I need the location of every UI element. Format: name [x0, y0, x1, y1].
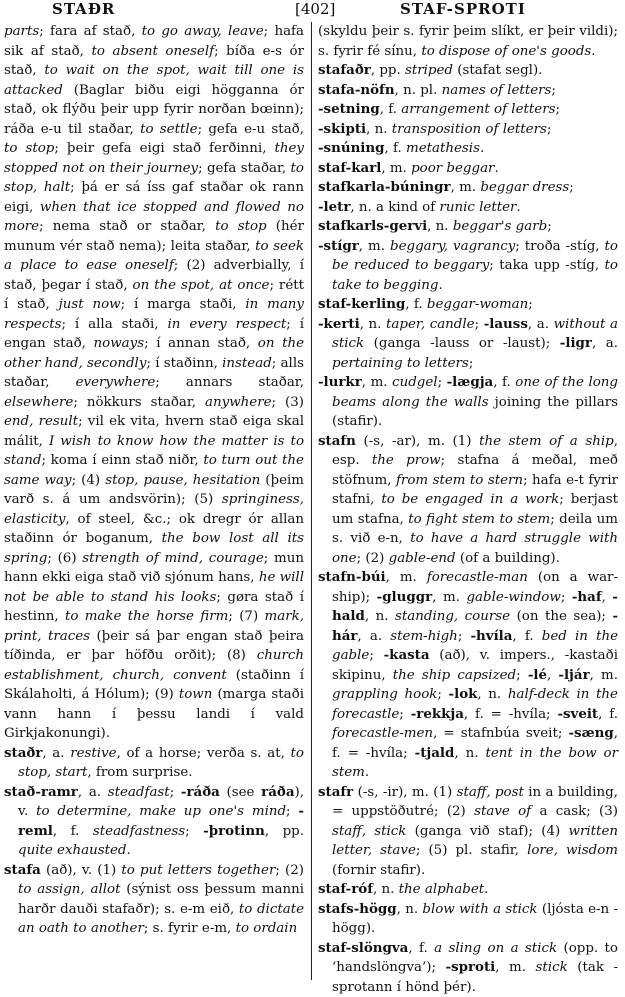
entry-text: ; (2) adverbially, í stað, þegar í stað,: [4, 258, 304, 293]
definition-text: mark, print, traces: [4, 609, 304, 644]
entry-text: (on a war-ship);: [332, 570, 618, 605]
entry-text: ; (4): [72, 473, 106, 488]
entry-text: (marga staði vann hann í þessu landi í vald Girkjakonungi).: [4, 687, 304, 741]
header-left-guideword: STAÐR: [52, 0, 115, 18]
entry-text: ;: [475, 317, 484, 332]
headword: stafkarls-gervi: [318, 218, 427, 234]
entry-text: , f.: [408, 941, 434, 956]
entry-text: , f.: [380, 102, 402, 117]
entry-text: ;: [286, 804, 298, 819]
definition-text: transposition of letters: [392, 122, 547, 137]
entry-text: , f. = -hvíla;: [332, 726, 618, 761]
entry-text: , f.: [598, 707, 618, 722]
headword: -hár: [332, 608, 618, 644]
entry-text: ;: [185, 824, 203, 839]
headword: -tjald: [415, 745, 455, 761]
definition-text: to stop, start: [18, 746, 304, 781]
entry-text: (ganga við staf); (4): [406, 824, 568, 839]
definition-text: to ordain: [236, 921, 298, 936]
definition-text: gable-end: [389, 551, 456, 566]
entry-text: ;: [528, 297, 533, 312]
definition-text: to put letters together: [121, 863, 275, 878]
definition-text: to make the horse firm: [65, 609, 228, 624]
left-column: [4, 22, 304, 939]
entry-text: (stafat segl).: [453, 63, 542, 78]
entry-text: ;: [555, 102, 560, 117]
dictionary-entry: [318, 22, 618, 61]
headword: ráða: [261, 784, 294, 800]
dictionary-entry: [318, 237, 618, 296]
entry-text: , a.: [528, 317, 554, 332]
definition-text: on the other hand, secondly: [4, 336, 304, 371]
entry-text: , = stafnbúa sveit;: [433, 726, 568, 741]
definition-text: to stop, halt: [4, 161, 304, 196]
definition-text: runic letter: [439, 200, 516, 215]
entry-text: joining the pillars (stafir).: [332, 395, 618, 430]
entry-text: , f.: [53, 824, 93, 839]
definition-text: elsewhere: [4, 395, 73, 410]
entry-text: ; (2): [357, 551, 389, 566]
definition-text: blow with a stick: [422, 902, 537, 917]
definition-text: tent in the bow or stem: [332, 746, 618, 781]
entry-text: (on the sea);: [510, 609, 612, 624]
definition-text: stave of: [474, 804, 531, 819]
entry-text: ;: [547, 219, 552, 234]
entry-text: ; rétt í stað,: [4, 278, 304, 313]
headword: -snúning: [318, 140, 385, 156]
entry-text: .: [494, 161, 498, 176]
dictionary-entry: [318, 159, 618, 179]
entry-text: , from surprise.: [87, 765, 192, 780]
headword: -letr: [318, 199, 350, 215]
definition-text: the bow lost all its spring: [4, 531, 304, 566]
entry-text: , esp.: [332, 434, 618, 469]
entry-text: (tak -sprotann í hönd þér).: [332, 960, 618, 995]
entry-text: ; gefa staðar,: [198, 161, 290, 176]
entry-text: , f. = -hvíla;: [464, 707, 558, 722]
entry-text: ,: [547, 668, 558, 683]
definition-text: steadfast: [108, 785, 170, 800]
headword: -ráða: [181, 784, 220, 800]
definition-text: in many respects: [4, 297, 304, 332]
entry-text: , m.: [362, 375, 392, 390]
definition-text: grappling hook: [332, 687, 437, 702]
definition-text: to assign, allot: [18, 882, 120, 897]
headword: stafs-högg: [318, 901, 397, 917]
definition-text: the alphabet: [399, 882, 485, 897]
definition-text: to go away, leave: [142, 24, 264, 39]
definition-text: beggar-woman: [427, 297, 528, 312]
entry-text: , f.: [493, 375, 515, 390]
headword: stað-ramr: [4, 784, 78, 800]
entry-text: ; vil ek vita, hvern stað eiga skal málit,: [4, 414, 304, 449]
headword: -stígr: [318, 238, 359, 254]
entry-text: , m.: [359, 239, 390, 254]
entry-text: (að), v. (1): [41, 863, 122, 878]
entry-text: ; troða -stíg,: [515, 239, 604, 254]
entry-text: ; hafa e-t fyrir stafni,: [332, 473, 618, 508]
entry-text: (ganga -lauss or -laust);: [364, 336, 560, 351]
headword: -lægja: [447, 374, 494, 390]
entry-text: (-s, -ar), m. (1): [356, 434, 479, 449]
entry-text: (opp. to ‘handslöngva’);: [332, 941, 618, 976]
definition-text: from stem to stern: [396, 473, 523, 488]
entry-text: ;: [547, 122, 552, 137]
entry-text: ;: [170, 785, 181, 800]
entry-text: , f.: [405, 297, 427, 312]
entry-text: (staðinn í Skálaholti, á Hólum); (9): [4, 668, 304, 703]
definition-text: stop, pause, hesitation: [105, 473, 260, 488]
definition-text: just now: [59, 297, 121, 312]
definition-text: to stop: [215, 219, 267, 234]
headword: stafaðr: [318, 62, 371, 78]
headword: -rekkja: [411, 706, 464, 722]
headword: -lauss: [484, 316, 528, 332]
definition-text: to dictate an oath to another: [18, 902, 304, 937]
definition-text: quite exhausted: [18, 843, 127, 858]
entry-text: .: [438, 278, 442, 293]
definition-text: staff, stick: [332, 824, 406, 839]
headword: stafr: [318, 784, 353, 800]
entry-text: .: [127, 843, 131, 858]
definition-text: a sling on a stick: [434, 941, 557, 956]
definition-text: names of letters: [442, 83, 552, 98]
entry-text: ,: [602, 590, 613, 605]
entry-text: in a building, = uppstöðutré; (2): [332, 785, 618, 820]
entry-text: (Baglar biðu eigi högganna ór stað, ok flýðu þeir upp fyrir norðan bœinn); ráða e-u til staðar,: [4, 83, 304, 137]
definition-text: beggar dress: [480, 180, 569, 195]
dictionary-entry: [318, 939, 618, 997]
entry-text: ; gøra stað í hestinn,: [4, 590, 304, 625]
entry-text: ; í marga staði,: [121, 297, 246, 312]
page-header: [0, 0, 625, 22]
entry-text: ; (7): [228, 609, 264, 624]
definition-text: to be engaged in a work: [381, 492, 559, 507]
definition-text: to seek a place to ease oneself: [4, 239, 304, 274]
entry-text: , n.: [373, 882, 399, 897]
headword: -sæng: [568, 725, 613, 741]
headword: -sveit: [557, 706, 598, 722]
entry-text: ; nökkurs staðar,: [73, 395, 205, 410]
headword: -skipti: [318, 121, 366, 137]
entry-text: , of a horse; verða s. at,: [117, 746, 291, 761]
entry-text: , n.: [477, 687, 507, 702]
entry-text: , m.: [495, 960, 535, 975]
entry-text: ; bíða e-s ór stað,: [4, 44, 304, 79]
entry-text: ; þeir gefa eigi stað ferðinni,: [54, 141, 274, 156]
entry-text: ; í engan stað,: [4, 317, 304, 352]
definition-text: the stem of a ship: [479, 434, 614, 449]
definition-text: on the spot, at once: [133, 278, 270, 293]
definition-text: everywhere: [76, 375, 156, 390]
dictionary-entry: [318, 880, 618, 900]
headword: -lurkr: [318, 374, 362, 390]
headword: staðr: [4, 745, 42, 761]
entry-text: (að), v. impers., -kastaði skipinu,: [332, 648, 618, 683]
entry-text: , m.: [386, 570, 427, 585]
definition-text: to turn out the same way: [4, 453, 304, 488]
entry-text: , m.: [590, 668, 618, 683]
entry-text: .: [484, 882, 488, 897]
entry-text: (see: [220, 785, 261, 800]
entry-text: ; í alla staði,: [61, 317, 167, 332]
definition-text: lore, wisdom: [527, 843, 618, 858]
dictionary-entry: [318, 315, 618, 374]
definition-text: church establishment, church, convent: [4, 648, 304, 683]
definition-text: to be reduced to beggary: [332, 239, 618, 274]
headword: staf-kerling: [318, 296, 405, 312]
definition-text: beggar's garb: [453, 219, 547, 234]
definition-text: arrangement of letters: [401, 102, 555, 117]
definition-text: to absent oneself: [91, 44, 214, 59]
definition-text: in every respect: [167, 317, 286, 332]
dictionary-entry: [318, 61, 618, 81]
definition-text: bed in the gable: [332, 629, 618, 664]
entry-text: ;: [437, 687, 448, 702]
definition-text: restive: [70, 746, 116, 761]
definition-text: forecastle-man: [427, 570, 528, 585]
entry-text: ; alls staðar,: [4, 356, 304, 391]
entry-text: (skyldu þeir s. fyrir þeim slíkt, er þeir vildi); s. fyrir fé sínu,: [318, 24, 618, 59]
entry-text: , m.: [381, 161, 411, 176]
definition-text: standing, course: [395, 609, 510, 624]
definition-text: he will not be able to stand his looks: [4, 570, 304, 605]
definition-text: striped: [405, 63, 453, 78]
entry-text: a cask; (3): [531, 804, 618, 819]
entry-text: ; stafna á meðal, með stöfnum,: [332, 453, 618, 488]
entry-text: ;: [569, 180, 574, 195]
headword: -haf: [572, 589, 602, 605]
definition-text: to determine, make up one's mind: [36, 804, 286, 819]
dictionary-entry: [318, 900, 618, 939]
definition-text: to dispose of one's goods: [421, 44, 591, 59]
column-divider: [311, 22, 312, 980]
definition-text: to take to begging: [332, 258, 618, 293]
dictionary-entry: [4, 783, 304, 861]
entry-text: , n.: [454, 746, 485, 761]
entry-text: (of a building).: [456, 551, 560, 566]
entry-text: , a.: [78, 785, 108, 800]
entry-text: , a.: [592, 336, 618, 351]
dictionary-entry: [318, 139, 618, 159]
entry-text: ;: [516, 668, 528, 683]
definition-text: end, result: [4, 414, 78, 429]
entry-text: ;: [369, 648, 383, 663]
entry-text: , n.: [365, 609, 395, 624]
headword: -reml: [18, 803, 304, 839]
entry-text: ; þá er sá íss gaf staðar ok rann eigi,: [4, 180, 304, 215]
dictionary-entry: [318, 100, 618, 120]
dictionary-entry: [4, 22, 304, 744]
headword: -kerti: [318, 316, 360, 332]
right-column: [318, 22, 618, 997]
headword: -hald: [332, 589, 618, 625]
entry-text: , of steel, &c.; ok dregr ór allan staðinn ór boganum,: [4, 512, 304, 547]
page-number: [402]: [295, 0, 335, 18]
definition-text: stem-high: [390, 629, 458, 644]
entry-text: , n.: [366, 122, 392, 137]
entry-text: (hér munum vér stað nema); leita staðar,: [4, 219, 304, 254]
entry-text: , pp.: [265, 824, 304, 839]
entry-text: , m.: [432, 590, 466, 605]
dictionary-entry: [318, 81, 618, 101]
definition-text: to fight stem to stem: [408, 512, 550, 527]
definition-text: noways: [94, 336, 145, 351]
entry-text: ; gefa e-u stað,: [198, 122, 304, 137]
entry-text: ; fara af stað,: [39, 24, 141, 39]
entry-text: ; deila um s. við e-n,: [332, 512, 618, 547]
dictionary-entry: [318, 178, 618, 198]
entry-text: .: [591, 44, 595, 59]
definition-text: pertaining to letters: [332, 356, 469, 371]
entry-text: ; hafa sik af stað,: [4, 24, 304, 59]
entry-text: , pp.: [371, 63, 405, 78]
entry-text: , n.: [360, 317, 386, 332]
headword: -kasta: [384, 647, 430, 663]
entry-text: , f.: [512, 629, 541, 644]
entry-text: .: [365, 765, 369, 780]
definition-text: the prow: [372, 453, 441, 468]
dictionary-entry: [318, 783, 618, 881]
headword: -sproti: [446, 959, 496, 975]
definition-text: without a stick: [332, 317, 618, 352]
dictionary-entry: [318, 432, 618, 569]
entry-text: ), v.: [18, 785, 304, 820]
entry-text: ; berjast um stafna,: [332, 492, 618, 527]
definition-text: taper, candle: [386, 317, 475, 332]
definition-text: cudgel: [392, 375, 437, 390]
entry-text: ; s. fyrir e-m,: [144, 921, 236, 936]
entry-text: ; mun hann ekki eiga stað við sjónum hans,: [4, 551, 304, 586]
definition-text: they stopped not on their journey: [4, 141, 304, 176]
definition-text: I wish to know how the matter is to stand: [4, 434, 304, 469]
definition-text: to stop: [4, 141, 54, 156]
entry-text: , f.: [385, 141, 407, 156]
entry-text: .: [480, 141, 484, 156]
entry-text: ;: [469, 356, 474, 371]
headword: -ligr: [560, 335, 592, 351]
definition-text: written letter, stave: [332, 824, 618, 859]
headword: stafa: [4, 862, 41, 878]
entry-text: , n. pl.: [395, 83, 442, 98]
entry-text: (-s, -ir), m. (1): [353, 785, 456, 800]
definition-text: springiness, elasticity: [4, 492, 304, 527]
dictionary-entry: [4, 861, 304, 939]
header-right-guideword: STAF-SPROTI: [400, 0, 526, 18]
definition-text: half-deck in the forecastle: [332, 687, 618, 722]
definition-text: poor beggar: [411, 161, 494, 176]
dictionary-entry: [318, 568, 618, 783]
definition-text: steadfastness: [93, 824, 185, 839]
entry-text: ; nema stað or staðar,: [39, 219, 215, 234]
headword: -lé: [528, 667, 547, 683]
definition-text: to settle: [140, 122, 198, 137]
entry-text: ;: [458, 629, 471, 644]
definition-text: instead: [222, 356, 272, 371]
definition-text: staff, post: [457, 785, 524, 800]
dictionary-entry: [318, 217, 618, 237]
dictionary-entry: [318, 120, 618, 140]
definition-text: anywhere: [205, 395, 272, 410]
entry-text: ; í annan stað,: [144, 336, 258, 351]
entry-text: ; taka upp -stíg,: [489, 258, 604, 273]
entry-text: (fornir stafir).: [332, 863, 425, 878]
dictionary-entry: [318, 198, 618, 218]
headword: stafa-nöfn: [318, 82, 395, 98]
definition-text: to have a hard struggle with one: [332, 531, 618, 566]
entry-text: ; annars staðar,: [155, 375, 304, 390]
entry-text: , a.: [357, 629, 390, 644]
definition-text: stick: [536, 960, 568, 975]
entry-text: ; koma í einn stað niðr,: [41, 453, 203, 468]
definition-text: parts: [4, 24, 39, 39]
headword: -gluggr: [377, 589, 433, 605]
headword: -lok: [449, 686, 478, 702]
entry-text: (þeim varð s. á um andsvörin); (5): [4, 473, 304, 508]
definition-text: when that ice stopped and flowed no more: [4, 200, 304, 235]
entry-text: ;: [561, 590, 572, 605]
definition-text: metathesis: [406, 141, 480, 156]
entry-text: , a.: [42, 746, 70, 761]
headword: -þrotinn: [203, 823, 265, 839]
definition-text: the ship capsized: [393, 668, 516, 683]
entry-text: .: [516, 200, 520, 215]
definition-text: to wait on the spot, wait till one is attacked: [4, 63, 304, 98]
entry-text: ; (5) pl. stafir,: [416, 843, 527, 858]
entry-text: , n. a kind of: [350, 200, 439, 215]
definition-text: forecastle-men: [332, 726, 433, 741]
headword: -ljár: [558, 667, 589, 683]
headword: staf-karl: [318, 160, 381, 176]
dictionary-entry: [318, 373, 618, 432]
headword: stafkarla-búningr: [318, 179, 451, 195]
headword: stafn-búi: [318, 569, 386, 585]
entry-text: , n.: [427, 219, 453, 234]
entry-text: ; (6): [47, 551, 82, 566]
entry-text: ;: [551, 83, 556, 98]
entry-text: ;: [438, 375, 447, 390]
entry-text: , m.: [451, 180, 481, 195]
headword: staf-róf: [318, 881, 373, 897]
entry-text: ; (3): [272, 395, 304, 410]
entry-text: ; í staðinn,: [146, 356, 222, 371]
definition-text: town: [179, 687, 213, 702]
dictionary-entry: [318, 295, 618, 315]
entry-text: ; (2): [275, 863, 304, 878]
headword: -hvíla: [471, 628, 513, 644]
definition-text: beggary, vagrancy: [390, 239, 515, 254]
entry-text: (ljósta e-n -högg).: [332, 902, 618, 937]
entry-text: (sýnist oss þessum manni harðr dauði stafaðr); s. e-m eið,: [18, 882, 304, 917]
entry-text: (þeir sá þar engan stað þeira tíðinda, er þar höfðu orðit); (8): [4, 629, 304, 664]
definition-text: one of the long beams along the walls: [332, 375, 618, 410]
headword: staf-slöngva: [318, 940, 408, 956]
definition-text: strength of mind, courage: [82, 551, 264, 566]
definition-text: gable-window: [466, 590, 560, 605]
headword: stafn: [318, 433, 356, 449]
dictionary-entry: [4, 744, 304, 783]
entry-text: ;: [399, 707, 410, 722]
entry-text: , n.: [397, 902, 423, 917]
headword: -setning: [318, 101, 380, 117]
